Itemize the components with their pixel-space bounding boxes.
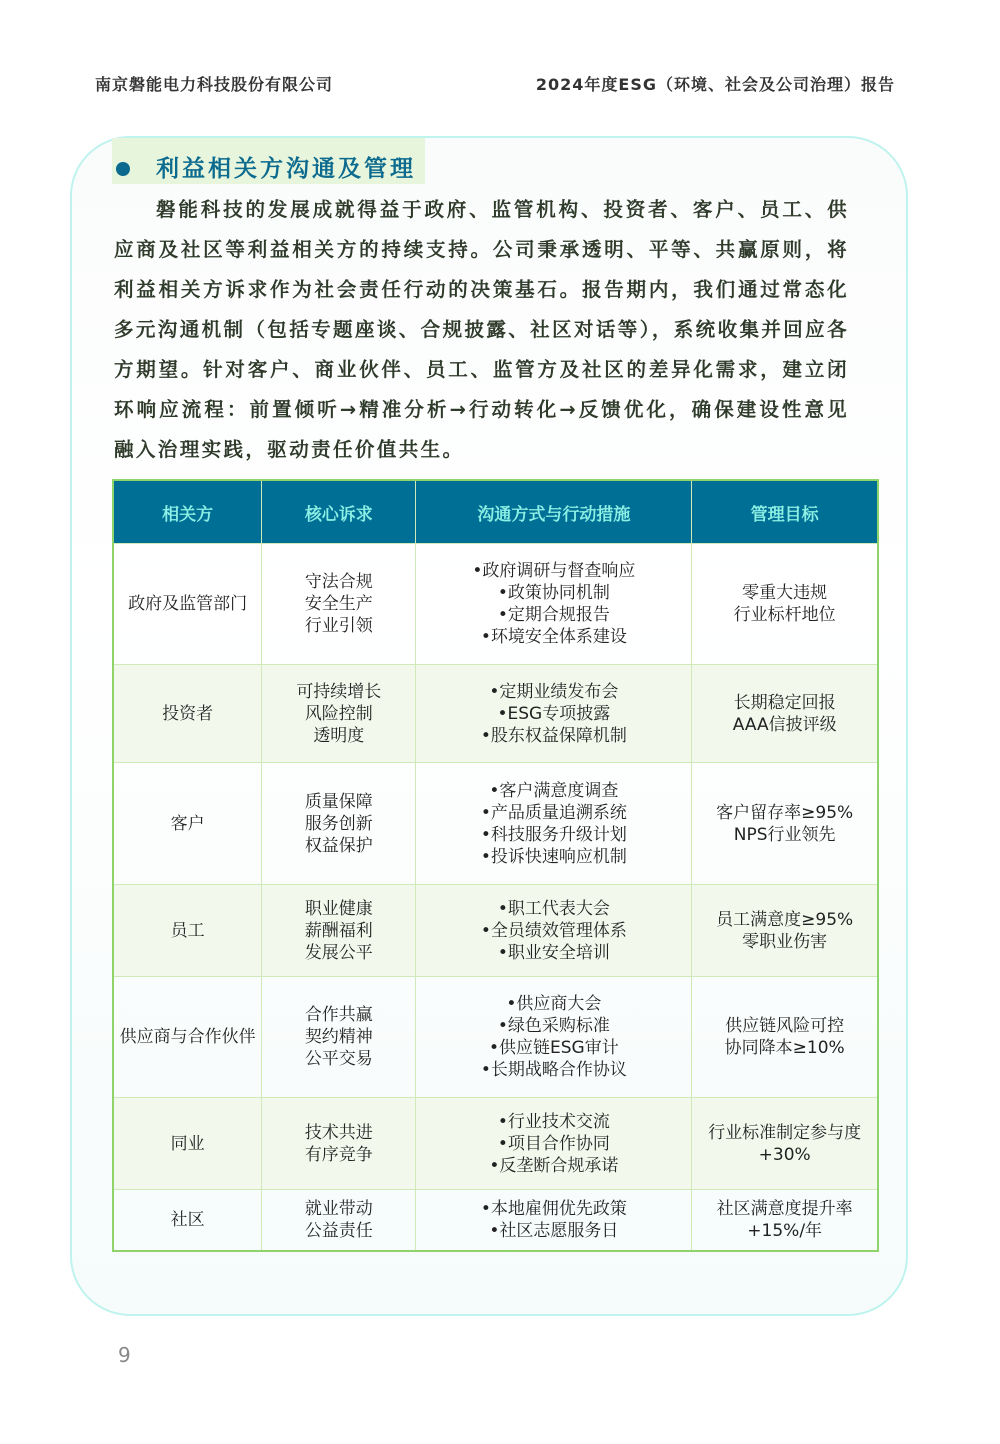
column-header: 相关方 bbox=[113, 480, 262, 544]
cell-line: •环境安全体系建设 bbox=[480, 627, 627, 647]
cell-line: 零重大违规 bbox=[742, 583, 828, 603]
cell-line: 客户留存率≥95% bbox=[716, 802, 854, 823]
cell-line: 协同降本≥10% bbox=[724, 1038, 845, 1058]
cell-line: 质量保障 bbox=[304, 791, 373, 812]
cell-party: 同业 bbox=[113, 1098, 262, 1190]
cell-demands bbox=[262, 763, 416, 885]
cell-line: •定期合规报告 bbox=[497, 605, 610, 625]
cell-line: •行业技术交流 bbox=[497, 1111, 610, 1132]
table-row bbox=[113, 544, 878, 665]
cell-actions bbox=[416, 885, 692, 977]
cell-line: 守法合规 bbox=[304, 572, 373, 592]
cell-line: 员工满意度≥95% bbox=[716, 909, 854, 930]
cell-line: 权益保护 bbox=[304, 835, 373, 856]
cell-line: 长期稳定回报 bbox=[733, 692, 836, 713]
column-header: 核心诉求 bbox=[262, 480, 416, 544]
cell-line: NPS行业领先 bbox=[733, 824, 836, 845]
cell-line: +15%/年 bbox=[747, 1220, 823, 1241]
cell-party: 供应商与合作伙伴 bbox=[113, 977, 262, 1098]
cell-demands bbox=[262, 885, 416, 977]
cell-line: 技术共进 bbox=[304, 1122, 373, 1143]
column-header: 管理目标 bbox=[692, 480, 878, 544]
section-title: 利益相关方沟通及管理 bbox=[156, 156, 416, 182]
cell-goals bbox=[692, 1098, 878, 1190]
cell-line: 就业带动 bbox=[304, 1198, 373, 1219]
cell-line: AAA信披评级 bbox=[732, 714, 837, 735]
cell-line: 行业标杆地位 bbox=[733, 605, 836, 625]
cell-line: •绿色采购标准 bbox=[497, 1016, 610, 1036]
cell-line: 可持续增长 bbox=[296, 681, 382, 702]
cell-line: •职工代表大会 bbox=[497, 898, 610, 919]
cell-line: 有序竞争 bbox=[304, 1144, 373, 1165]
cell-line: 契约精神 bbox=[304, 1027, 373, 1047]
cell-line: 零职业伤害 bbox=[742, 931, 828, 952]
cell-actions bbox=[416, 665, 692, 763]
cell-line: +30% bbox=[758, 1144, 811, 1165]
cell-goals bbox=[692, 977, 878, 1098]
cell-party: 政府及监管部门 bbox=[113, 544, 262, 665]
cell-goals bbox=[692, 763, 878, 885]
cell-line: •职业安全培训 bbox=[497, 942, 610, 963]
cell-goals bbox=[692, 544, 878, 665]
cell-line: 安全生产 bbox=[304, 594, 373, 614]
section-heading bbox=[112, 138, 425, 184]
table-row bbox=[113, 1190, 878, 1251]
cell-party: 客户 bbox=[113, 763, 262, 885]
cell-line: •政策协同机制 bbox=[497, 583, 610, 603]
cell-line: 行业标准制定参与度 bbox=[708, 1122, 862, 1143]
column-header: 沟通方式与行动措施 bbox=[416, 480, 692, 544]
cell-line: •全员绩效管理体系 bbox=[480, 920, 627, 941]
cell-actions bbox=[416, 977, 692, 1098]
table-row bbox=[113, 1098, 878, 1190]
cell-line: •项目合作协同 bbox=[497, 1133, 610, 1154]
cell-demands bbox=[262, 544, 416, 665]
cell-actions bbox=[416, 1190, 692, 1251]
cell-actions bbox=[416, 1098, 692, 1190]
cell-line: 发展公平 bbox=[304, 942, 373, 963]
cell-line: •社区志愿服务日 bbox=[489, 1220, 619, 1241]
cell-line: 社区满意度提升率 bbox=[716, 1198, 853, 1219]
cell-party: 社区 bbox=[113, 1190, 262, 1251]
table-row bbox=[113, 763, 878, 885]
cell-line: 公平交易 bbox=[304, 1049, 373, 1069]
bullet-icon bbox=[116, 162, 130, 176]
intro-paragraph: 磐能科技的发展成就得益于政府、监管机构、投资者、客户、员工、供应商及社区等利益相关方的持续支持。公司秉承透明、平等、共赢原则，将利益相关方诉求作为社会责任行动的决策基石。报告期内，我们通过常态化多元沟通机制（包括专题座谈、合规披露、社区对话等），系统收集并回应各方期望。针对客户、商业伙伴、员工、监管方及社区的差异化需求，建立闭环响应流程：前置倾听→精准分析→行动转化→反馈优化，确保建设性意见融入治理实践，驱动责任价值共生。 bbox=[114, 198, 849, 461]
cell-line: •定期业绩发布会 bbox=[489, 681, 619, 702]
cell-demands bbox=[262, 1190, 416, 1251]
cell-actions bbox=[416, 544, 692, 665]
cell-line: 职业健康 bbox=[304, 898, 373, 919]
cell-line: •投诉快速响应机制 bbox=[480, 846, 627, 867]
cell-line: •长期战略合作协议 bbox=[480, 1060, 627, 1080]
cell-line: 风险控制 bbox=[304, 703, 373, 724]
stakeholder-table bbox=[112, 479, 879, 1252]
report-title: 2024年度ESG（环境、社会及公司治理）报告 bbox=[535, 75, 895, 94]
cell-line: 供应链风险可控 bbox=[725, 1016, 845, 1036]
cell-line: •产品质量追溯系统 bbox=[480, 802, 627, 823]
company-name: 南京磐能电力科技股份有限公司 bbox=[95, 75, 334, 94]
page-number: 9 bbox=[118, 1343, 131, 1367]
cell-line: •ESG专项披露 bbox=[497, 703, 611, 724]
table-row bbox=[113, 665, 878, 763]
cell-line: •供应商大会 bbox=[506, 994, 602, 1014]
cell-line: 服务创新 bbox=[304, 813, 373, 834]
table-row bbox=[113, 977, 878, 1098]
cell-line: •供应链ESG审计 bbox=[488, 1038, 619, 1058]
cell-line: 合作共赢 bbox=[304, 1005, 373, 1025]
cell-goals bbox=[692, 665, 878, 763]
cell-line: •政府调研与督查响应 bbox=[472, 561, 636, 581]
cell-demands bbox=[262, 665, 416, 763]
cell-line: 薪酬福利 bbox=[304, 920, 373, 941]
cell-goals bbox=[692, 885, 878, 977]
cell-line: 透明度 bbox=[313, 725, 365, 746]
cell-party: 投资者 bbox=[113, 665, 262, 763]
table-header-row bbox=[113, 480, 878, 544]
cell-line: 公益责任 bbox=[304, 1220, 373, 1241]
cell-line: •科技服务升级计划 bbox=[480, 824, 627, 845]
cell-party: 员工 bbox=[113, 885, 262, 977]
table-row bbox=[113, 885, 878, 977]
cell-line: •反垄断合规承诺 bbox=[489, 1155, 619, 1176]
cell-line: 行业引领 bbox=[304, 616, 373, 636]
cell-line: •本地雇佣优先政策 bbox=[480, 1198, 627, 1219]
cell-demands bbox=[262, 977, 416, 1098]
cell-demands bbox=[262, 1098, 416, 1190]
cell-line: •客户满意度调查 bbox=[489, 780, 619, 801]
cell-goals bbox=[692, 1190, 878, 1251]
cell-actions bbox=[416, 763, 692, 885]
cell-line: •股东权益保障机制 bbox=[480, 725, 627, 746]
